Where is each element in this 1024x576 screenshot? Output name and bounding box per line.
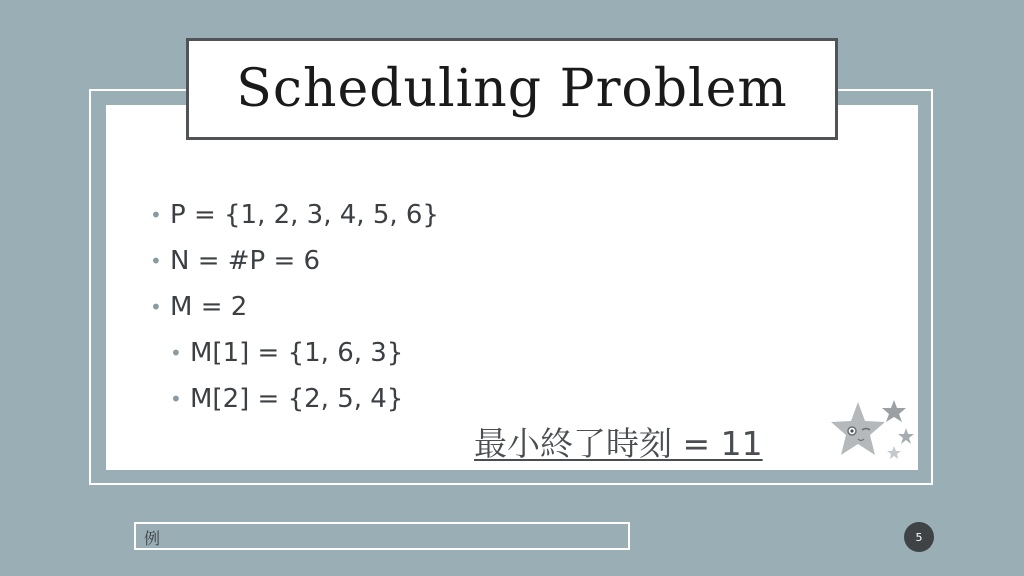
small-star-shape	[887, 446, 901, 459]
bullet-text: M[2] = {2, 5, 4}	[190, 384, 404, 414]
slide-title: Scheduling Problem	[236, 59, 788, 119]
bullet-dot-icon: •	[170, 341, 182, 365]
result-text: 最小終了時刻 = 11	[474, 424, 763, 463]
sub-bullet-item	[170, 379, 439, 425]
bullet-item	[150, 287, 439, 333]
small-star-shape	[882, 400, 906, 422]
bullet-list	[150, 195, 439, 425]
mascot-pupil	[850, 429, 853, 432]
note-text: 例	[144, 529, 161, 548]
note-box	[134, 522, 630, 550]
bullet-dot-icon: •	[150, 203, 162, 227]
bullet-dot-icon: •	[150, 249, 162, 273]
title-box	[186, 38, 838, 140]
bullet-item	[150, 241, 439, 287]
bullet-dot-icon: •	[150, 295, 162, 319]
bullet-dot-icon: •	[170, 387, 182, 411]
bullet-text: M = 2	[170, 292, 248, 322]
bullet-text: P = {1, 2, 3, 4, 5, 6}	[170, 200, 439, 230]
bullet-item	[150, 195, 439, 241]
small-star-shape	[898, 428, 914, 444]
big-star-shape	[831, 402, 885, 455]
bullet-text: N = #P = 6	[170, 246, 321, 276]
page-number-badge	[904, 522, 934, 552]
page-number: 5	[915, 530, 923, 544]
star-mascot-icon	[830, 398, 918, 470]
sub-bullet-item	[170, 333, 439, 379]
bullet-text: M[1] = {1, 6, 3}	[190, 338, 404, 368]
